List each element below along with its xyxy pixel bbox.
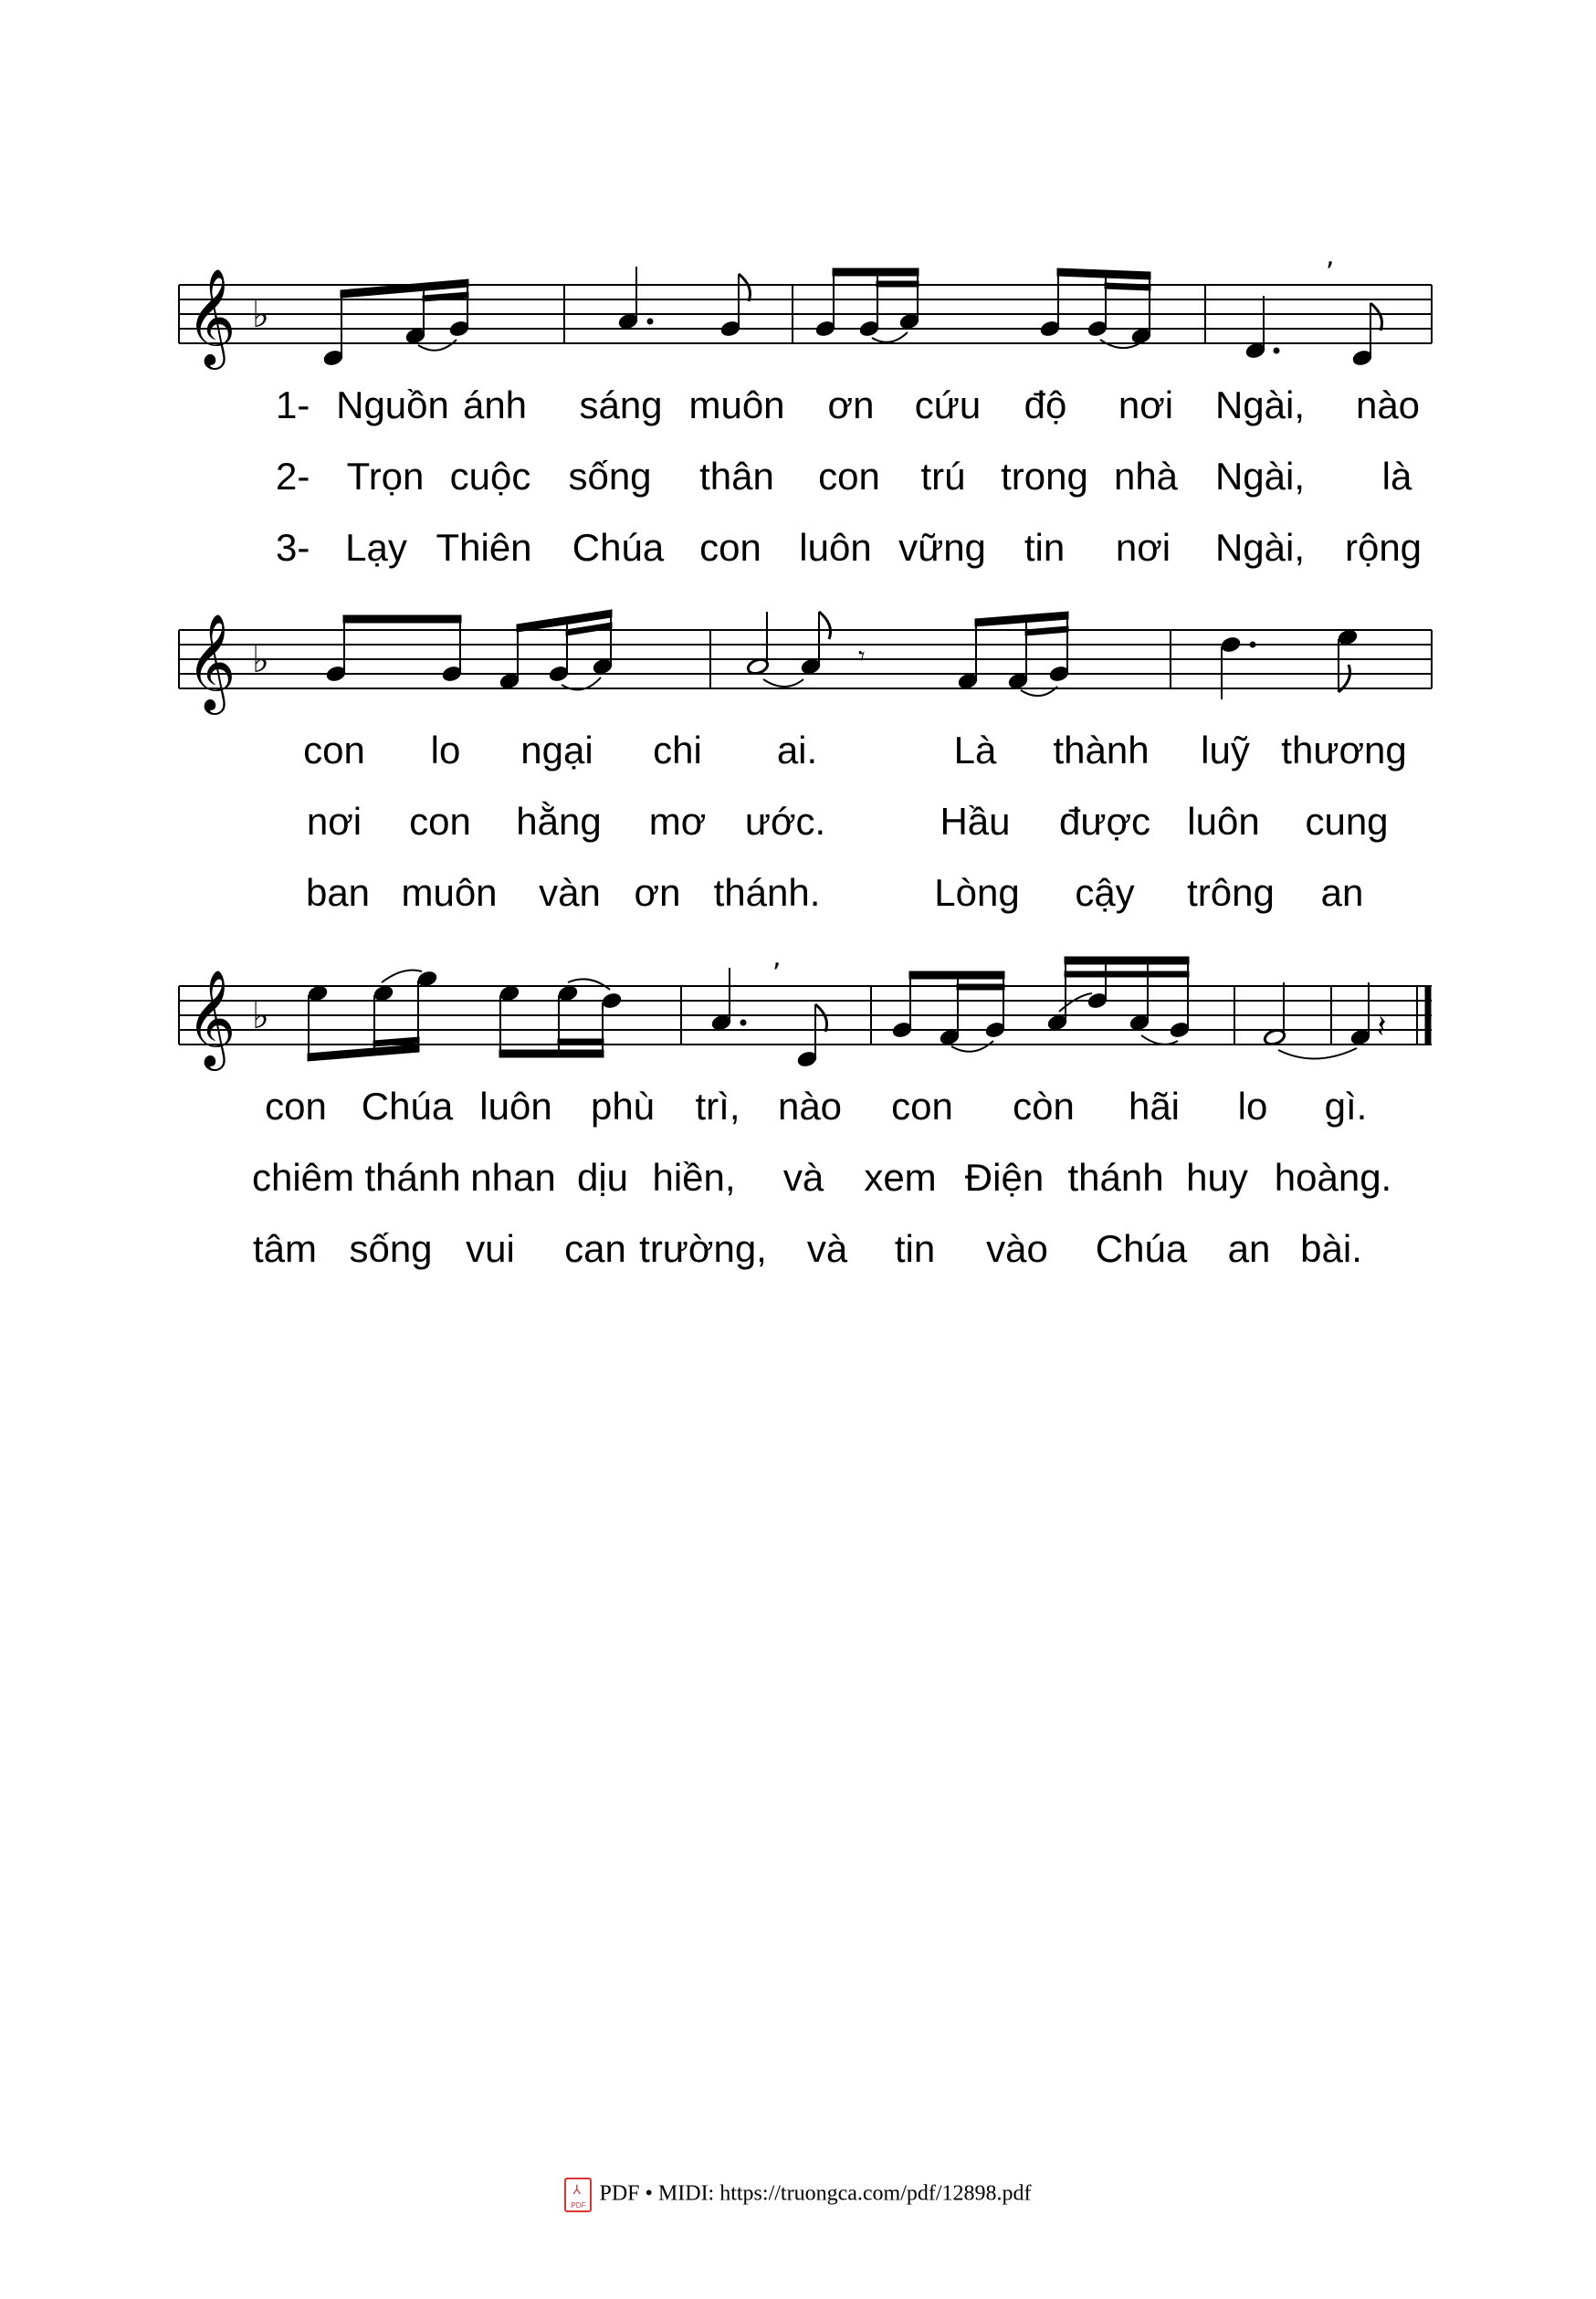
lyric-syllable: ước. [744,800,826,843]
staff-system-2 [173,592,1443,920]
flat-icon: ♭ [252,294,269,336]
lyric-syllable: sống [568,455,652,498]
lyric-syllable: nhan [470,1156,556,1199]
lyric-syllable: lo [1237,1085,1268,1128]
lyric-syllable: ơn [634,871,681,914]
lyric-syllable: thân [699,455,774,498]
lyric-syllable: luôn [1187,800,1260,843]
lyric-syllable: gì. [1324,1085,1368,1128]
lyric-syllable: được [1058,800,1151,843]
lyric-syllable: hiền, [652,1156,736,1199]
lyric-syllable: cung [1305,800,1389,843]
lyric-syllable: vững [898,526,986,569]
lyric-syllable: ban [305,871,371,914]
lyric-syllable: dịu [576,1156,629,1199]
lyric-syllable: an [1320,871,1364,914]
lyric-syllable: mơ [648,800,707,843]
pdf-file-icon[interactable]: ⅄ PDF [564,2178,592,2212]
lyric-syllable: nơi [1115,526,1171,569]
lyric-syllable: Lạy [345,526,407,569]
lyric-syllable: Ngài, [1214,455,1306,498]
lyric-syllable: Thiên [436,526,532,569]
lyric-syllable: bài. [1300,1227,1362,1270]
lyric-line-verse-3 [173,871,1443,917]
lyric-syllable: Chúa [1095,1227,1188,1270]
lyric-syllable: cứu [914,383,982,426]
lyric-syllable: và [782,1156,824,1199]
lyric-syllable: thánh [1067,1156,1164,1199]
eighth-rest-icon: 𝄾 [858,641,866,671]
lyric-syllable: Là [953,729,997,772]
lyric-line-verse-1 [173,1085,1443,1130]
lyric-syllable: cuộc [449,455,531,498]
lyric-syllable: và [806,1227,848,1270]
lyric-syllable: nào [1355,383,1421,426]
staff-2 [173,592,1443,719]
lyric-syllable: con [699,526,761,569]
lyric-syllable: xem [864,1156,937,1199]
lyric-syllable: trường, [639,1227,767,1270]
lyric-syllable: Ngài, [1214,383,1306,426]
lyric-syllable: con [265,1085,327,1128]
lyric-syllable: chi [653,729,702,772]
lyric-syllable: con [818,455,880,498]
verse-number: 3- [276,526,310,569]
lyric-syllable: nhà [1113,455,1179,498]
lyric-line-verse-2 [173,455,1443,500]
lyric-syllable: sống [349,1227,433,1270]
lyric-syllable: Trọn [346,455,425,498]
staff-system-3 [173,941,1443,1276]
lyric-syllable: vui [466,1227,515,1270]
lyric-line-verse-3 [173,526,1443,572]
lyric-syllable: con [303,729,365,772]
lyric-syllable: là [1381,455,1412,498]
lyric-syllable: tâm [252,1227,318,1270]
lyric-syllable: hãi [1128,1085,1181,1128]
lyric-syllable: nơi [306,800,362,843]
verse-number: 1- [276,383,310,426]
lyric-syllable: trong [1001,455,1088,498]
lyric-syllable: Chúa [361,1085,454,1128]
lyric-syllable: sáng [579,383,663,426]
lyric-syllable: luôn [479,1085,552,1128]
flat-icon: ♭ [252,995,269,1037]
lyric-syllable: trì, [695,1085,740,1128]
lyric-syllable: muôn [401,871,498,914]
flat-icon: ♭ [252,639,269,681]
treble-clef-icon: 𝄞 [186,969,236,1066]
lyric-syllable: tin [894,1227,936,1270]
lyric-syllable: thánh [364,1156,461,1199]
lyric-syllable: Lòng [934,871,1020,914]
lyric-syllable: vàn [539,871,601,914]
treble-clef-icon: 𝄞 [186,613,236,710]
lyric-syllable: ơn [827,383,875,426]
lyric-line-verse-2 [173,1156,1443,1202]
lyric-syllable: thánh. [713,871,821,914]
lyric-syllable: trú [920,455,966,498]
breath-mark-icon: , [772,941,782,973]
lyric-syllable: ai. [776,729,818,772]
lyric-syllable: hằng [516,800,602,843]
lyric-syllable: hoàng. [1274,1156,1392,1199]
lyric-syllable: Nguồn [336,383,449,426]
lyric-syllable: tin [1024,526,1066,569]
lyric-syllable: vào [986,1227,1048,1270]
treble-clef-icon: 𝄞 [186,268,236,365]
lyric-syllable: thương [1281,729,1407,772]
lyric-line-verse-2 [173,800,1443,845]
lyric-syllable: Ngài, [1214,526,1306,569]
lyric-syllable: phù [590,1085,656,1128]
lyric-syllable: lo [430,729,461,772]
lyric-syllable: rộng [1344,526,1423,569]
staff-1 [173,240,1443,374]
lyric-syllable: nơi [1118,383,1174,426]
lyric-syllable: độ [1024,383,1067,426]
lyric-syllable: muôn [688,383,785,426]
lyric-syllable: con [409,800,471,843]
lyric-line-verse-1 [173,729,1443,774]
staff-3 [173,941,1443,1076]
lyric-line-verse-3 [173,1227,1443,1273]
quarter-rest-icon: 𝄽 [1377,1009,1387,1045]
lyric-syllable: ngại [520,729,593,772]
verse-number: 2- [276,455,310,498]
lyric-syllable: Chúa [572,526,665,569]
breath-mark-icon: , [1326,240,1335,272]
lyric-syllable: can [564,1227,626,1270]
footer [0,2178,1596,2212]
lyric-syllable: Điện [964,1156,1045,1199]
lyric-syllable: thành [1053,729,1150,772]
lyric-syllable: an [1227,1227,1271,1270]
lyric-syllable: cậy [1075,871,1135,914]
lyric-syllable: luôn [799,526,872,569]
lyric-syllable: Hầu [940,800,1011,843]
lyric-line-verse-1 [173,383,1443,429]
footer-download-link[interactable]: PDF • MIDI: https://truongca.com/pdf/12898.pdf [599,2181,1032,2206]
lyric-syllable: nào [777,1085,843,1128]
lyric-syllable: còn [1013,1085,1075,1128]
lyric-syllable: ánh [462,383,528,426]
lyric-syllable: chiêm [251,1156,355,1199]
lyric-syllable: trông [1187,871,1275,914]
lyric-syllable: luỹ [1201,729,1250,772]
lyric-syllable: huy [1186,1156,1248,1199]
staff-system-1 [173,240,1443,575]
lyric-syllable: con [891,1085,953,1128]
